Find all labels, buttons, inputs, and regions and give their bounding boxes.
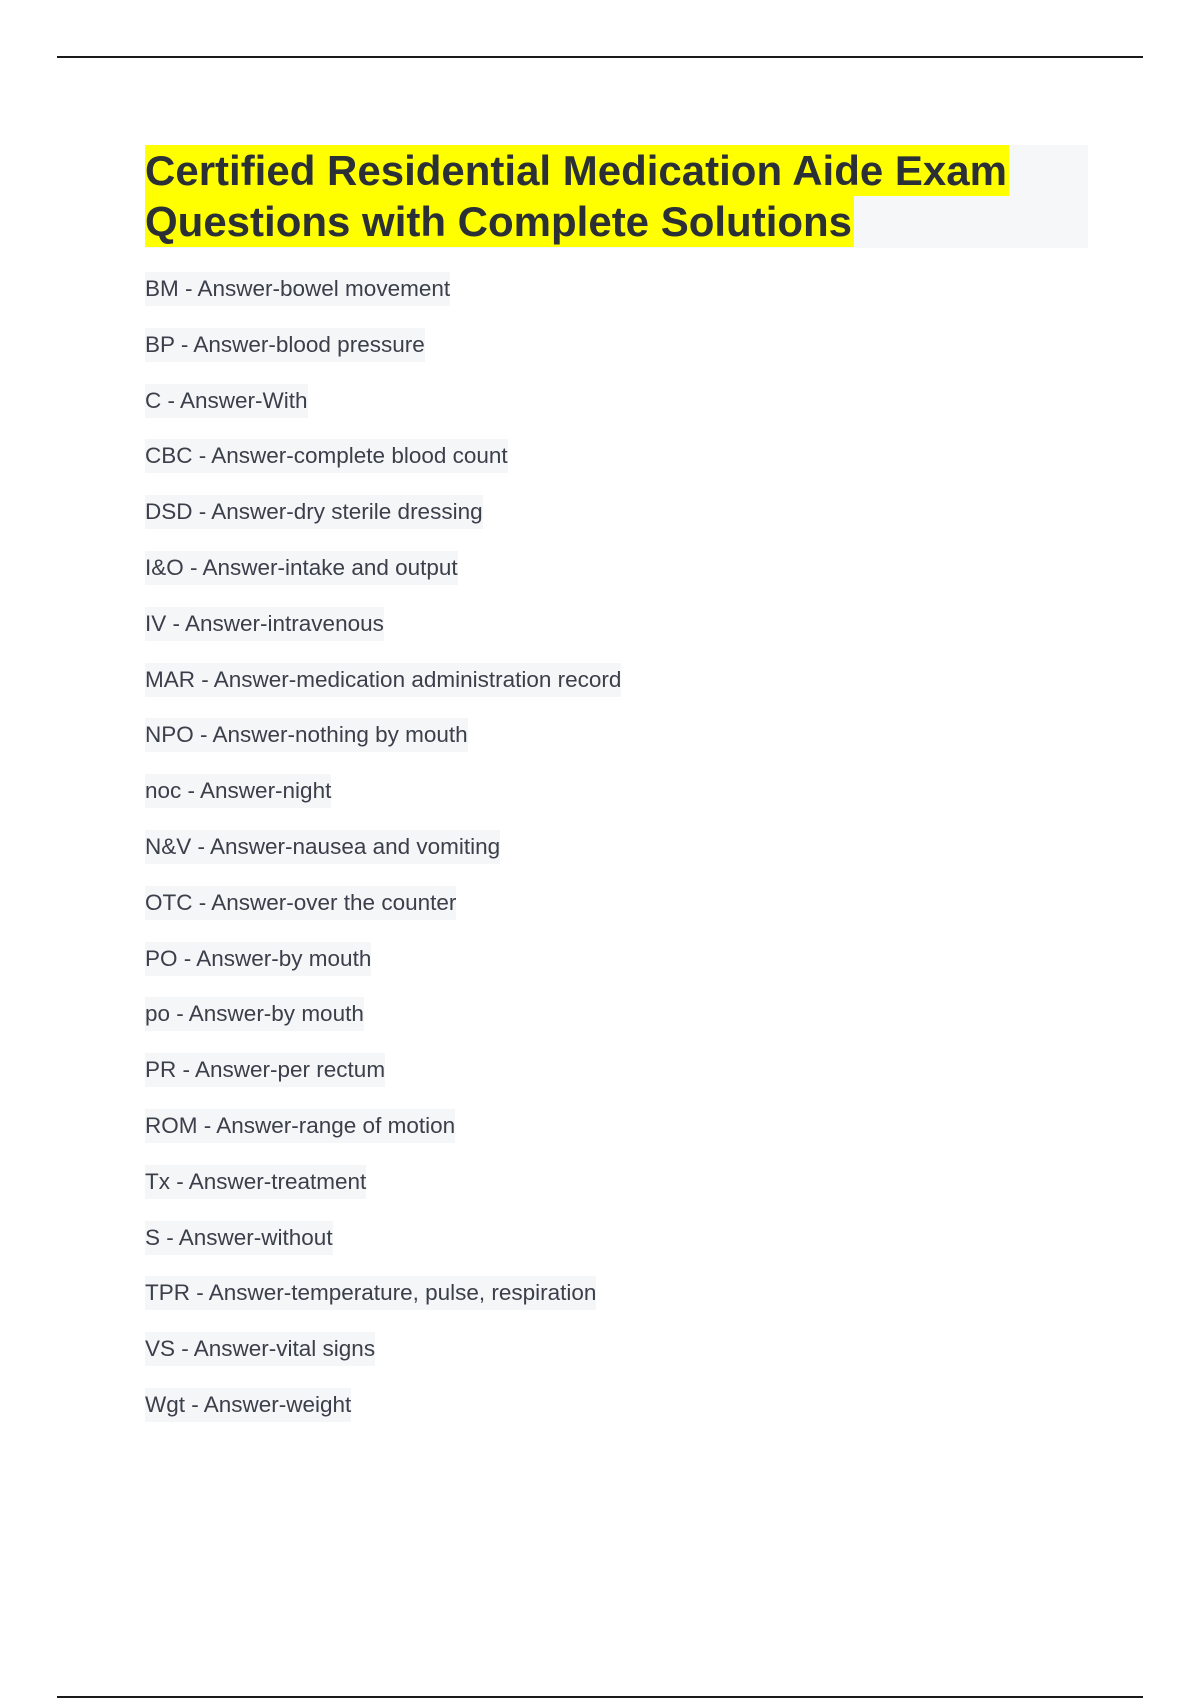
qa-item xyxy=(145,328,621,384)
qa-text: TPR - Answer-temperature, pulse, respiration xyxy=(145,1276,596,1310)
qa-text: Tx - Answer-treatment xyxy=(145,1165,366,1199)
title-line-2: Questions with Complete Solutions xyxy=(145,198,853,245)
qa-item xyxy=(145,718,621,774)
top-rule xyxy=(57,56,1143,58)
qa-item xyxy=(145,663,621,719)
qa-item xyxy=(145,942,621,998)
qa-item xyxy=(145,551,621,607)
qa-item xyxy=(145,272,621,328)
qa-item xyxy=(145,384,621,440)
qa-text: C - Answer-With xyxy=(145,384,308,418)
qa-text: noc - Answer-night xyxy=(145,774,331,808)
qa-text: BM - Answer-bowel movement xyxy=(145,272,450,306)
qa-item xyxy=(145,997,621,1053)
qa-text: ROM - Answer-range of motion xyxy=(145,1109,455,1143)
qa-text: DSD - Answer-dry sterile dressing xyxy=(145,495,483,529)
title-line-1: Certified Residential Medication Aide Exam xyxy=(145,147,1007,194)
qa-item xyxy=(145,607,621,663)
qa-item xyxy=(145,1109,621,1165)
document-title xyxy=(145,145,1088,247)
qa-item xyxy=(145,1221,621,1277)
qa-item xyxy=(145,1165,621,1221)
qa-item xyxy=(145,439,621,495)
qa-item xyxy=(145,774,621,830)
qa-text: po - Answer-by mouth xyxy=(145,997,364,1031)
qa-text: NPO - Answer-nothing by mouth xyxy=(145,718,468,752)
qa-list xyxy=(145,272,621,1444)
qa-item xyxy=(145,886,621,942)
qa-text: BP - Answer-blood pressure xyxy=(145,328,425,362)
qa-item xyxy=(145,1276,621,1332)
qa-item xyxy=(145,1332,621,1388)
qa-text: OTC - Answer-over the counter xyxy=(145,886,456,920)
qa-item xyxy=(145,1053,621,1109)
qa-text: PO - Answer-by mouth xyxy=(145,942,371,976)
bottom-rule xyxy=(57,1696,1143,1698)
qa-text: IV - Answer-intravenous xyxy=(145,607,384,641)
qa-item xyxy=(145,830,621,886)
qa-text: MAR - Answer-medication administration record xyxy=(145,663,621,697)
qa-text: CBC - Answer-complete blood count xyxy=(145,439,508,473)
title-block xyxy=(145,145,1088,248)
qa-text: PR - Answer-per rectum xyxy=(145,1053,385,1087)
qa-text: Wgt - Answer-weight xyxy=(145,1388,351,1422)
qa-text: S - Answer-without xyxy=(145,1221,333,1255)
qa-item xyxy=(145,1388,621,1444)
qa-text: N&V - Answer-nausea and vomiting xyxy=(145,830,500,864)
qa-text: VS - Answer-vital signs xyxy=(145,1332,375,1366)
qa-text: I&O - Answer-intake and output xyxy=(145,551,458,585)
qa-item xyxy=(145,495,621,551)
